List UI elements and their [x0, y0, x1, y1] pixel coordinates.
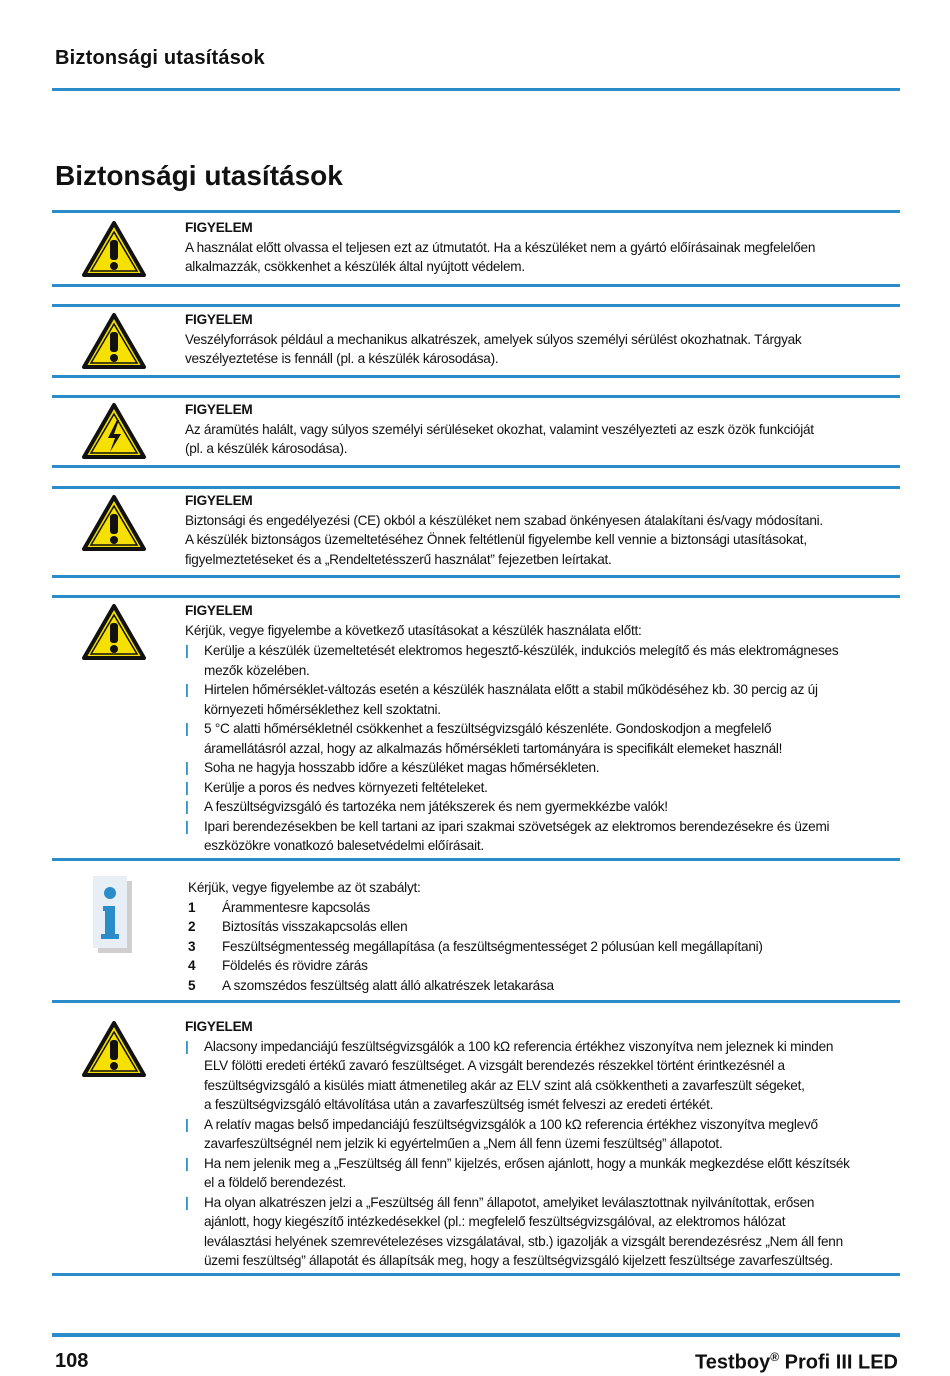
list-item-line: | Kerülje a poros és nedves környezeti feltételeket. [204, 779, 488, 795]
warning-heading: FIGYELEM [185, 312, 253, 327]
list-item [185, 680, 897, 719]
warning-text-line: Az áramütés halált, vagy súlyos személyi sérüléseket okozhat, valamint veszélyezteti az eszk özök funkcióját [185, 421, 814, 437]
rule-row [188, 976, 900, 996]
list-item-line: környezeti hőmérséklethez kell szoktatni. [204, 701, 441, 717]
rule-number: 2 [188, 919, 196, 934]
list-item-line: | A relatív magas belső impedanciájú feszültségvizsgálók a 100 kΩ referencia értékhez viszonyítva meglevő [204, 1116, 818, 1132]
warning-section-4 [55, 490, 900, 576]
model-name: Profi III LED [779, 1351, 898, 1374]
info-section [55, 872, 900, 1000]
warning-section-6 [55, 1016, 900, 1274]
list-item [185, 1193, 897, 1271]
warning-text-line: veszélyeztetése is fennáll (pl. a készülék károsodása). [185, 351, 499, 366]
page-title: Biztonsági utasítások [55, 160, 343, 191]
section-rule [52, 210, 900, 213]
section-rule [52, 465, 900, 468]
rule-text: Árammentesre kapcsolás [222, 899, 370, 915]
section-rule [52, 1273, 900, 1276]
list-item-line: ELV fölötti eredeti értékű zavaró feszültséget. A vizsgált berendezés részekkel történt érintkezésnél a [204, 1058, 785, 1073]
list-item [185, 778, 897, 798]
footer-rule [52, 1333, 900, 1337]
list-item-line: | Ha olyan alkatrészen jelzi a „Feszültség áll fenn” állapotot, amelyiket leválasztottnak nyilvánítottak, erősen [204, 1194, 815, 1210]
list-item-line: | Alacsony impedanciájú feszültségvizsgálók a 100 kΩ referencia értékhez viszonyítva nem jeleznek ki minden [204, 1038, 834, 1054]
section-rule [52, 595, 900, 598]
info-icon [93, 876, 133, 959]
warning-text-line: alkalmazzák, csökkenhet a készülék által nyújtott védelem. [185, 259, 525, 274]
list-item-line: | Hirtelen hőmérséklet-változás esetén a készülék használata előtt a stabil működéséhez kb. 30 percig az új [204, 682, 818, 697]
list-item-line: feszültségvizsgáló a kisülés miatt átmenetileg akár az ELV szint alá csökkentheti a zavarfeszült ségeket, [204, 1077, 805, 1093]
list-item-line: | A feszültségvizsgáló és tartozéka nem játékszerek és nem gyermekkézbe valók! [204, 799, 668, 814]
section-rule [52, 304, 900, 307]
registered-mark: ® [770, 1350, 780, 1364]
list-item-line: leválasztási helyének szemrevételezéses vizsgálatával, stb.) igazolják a vizsgált berendezésrész „Nem áll fenn [204, 1233, 843, 1249]
running-header: Biztonsági utasítások [55, 47, 265, 69]
rule-row [188, 956, 900, 976]
warning-heading: FIGYELEM [185, 220, 253, 235]
list-item-line: mezők közelében. [204, 662, 310, 678]
warning-section-1 [55, 216, 900, 286]
rule-row [188, 937, 900, 957]
rule-number: 1 [188, 899, 196, 915]
section-rule [52, 1000, 900, 1003]
rule-text: A szomszédos feszültség alatt álló alkatrészek letakarása [222, 977, 554, 993]
warning-intro: Kérjük, vegye figyelembe a következő utasításokat a készülék használata előtt: [185, 622, 642, 638]
list-item-line: | Soha ne hagyja hosszabb időre a készüléket magas hőmérsékleten. [204, 760, 600, 775]
warning-exclamation-icon [81, 220, 147, 283]
warning-heading: FIGYELEM [185, 603, 253, 618]
rule-number: 5 [188, 977, 196, 993]
warning-text-line: Biztonsági és engedélyezési (CE) okból a készüléket nem szabad önkényesen átalakítani és/vagy módosítani. [185, 512, 823, 528]
warning-exclamation-icon [81, 312, 147, 375]
list-item-line: el a földelő berendezést. [204, 1175, 346, 1190]
warning-exclamation-icon [81, 494, 147, 557]
list-item-line: | Kerülje a készülék üzemeltetését elektromos hegesztő-készülék, indukciós melegítő és más elektromágneses [204, 643, 839, 658]
list-item [185, 719, 897, 758]
warning-electric-icon [81, 402, 147, 465]
warning-exclamation-icon [81, 603, 147, 666]
list-item-line: üzemi feszültség” állapotát és állapítsák meg, hogy a feszültségvizsgáló kijelzett feszültsége zavarfeszültség. [204, 1253, 833, 1268]
warning-text-line: A készülék biztonságos üzemeltetéséhez Önnek feltétlenül figyelembe kell vennie a biztonsági utasításokat, [185, 532, 807, 547]
list-item [185, 641, 897, 680]
brand-name: Testboy [695, 1351, 771, 1374]
rule-number: 4 [188, 958, 196, 973]
rule-text: Biztosítás visszakapcsolás ellen [222, 919, 408, 934]
list-item [185, 1154, 897, 1193]
section-rule [52, 395, 900, 398]
warning-section-2 [55, 310, 900, 376]
warning-heading: FIGYELEM [185, 1019, 253, 1034]
list-item [185, 758, 897, 778]
header-rule [52, 88, 900, 91]
list-item-line: áramellátásról azzal, hogy az alkalmazás hőmérsékleti tartományára is specifikált elemeket használ! [204, 740, 783, 756]
list-item [185, 1115, 897, 1154]
list-item [185, 1037, 897, 1115]
section-rule [52, 858, 900, 861]
list-item-line: a feszültségvizsgáló eltávolítása után a zavarfeszültség ismét felveszi az eredeti értékét. [204, 1097, 714, 1112]
footer-brand [695, 1350, 898, 1375]
list-item-line: eszközökre vonatkozó balesetvédelmi előírásait. [204, 838, 484, 853]
list-item [185, 797, 897, 817]
warning-section-5 [55, 601, 900, 859]
rule-number: 3 [188, 938, 196, 954]
warning-heading: FIGYELEM [185, 402, 253, 417]
list-item-line: | Ha nem jelenik meg a „Feszültség áll fenn” kijelzés, erősen ajánlott, hogy a munkák megkezdése előtt készítsék [204, 1155, 850, 1171]
rule-text: Földelés és rövidre zárás [222, 958, 368, 973]
section-rule [52, 375, 900, 378]
rule-row [188, 898, 900, 918]
warning-text-line: A használat előtt olvassa el teljesen ezt az útmutatót. Ha a készüléket nem a gyártó előírásainak megfelelően [185, 239, 816, 255]
rule-row [188, 917, 900, 937]
list-item-line: | Ipari berendezésekben be kell tartani az ipari szakmai szövetségek az elektromos berendezésekre és üzemi [204, 818, 830, 834]
section-rule [52, 284, 900, 287]
warning-text-line: (pl. a készülék károsodása). [185, 441, 348, 456]
warning-section-3 [55, 400, 900, 466]
list-item-line: | 5 °C alatti hőmérsékletnél csökkenhet a feszültségvizsgáló készenléte. Gondoskodjon a megfelelő [204, 721, 772, 736]
warning-text-line: figyelmeztetéseket és a „Rendeltetésszerű használat” fejezetben leírtakat. [185, 551, 612, 567]
list-item-line: ajánlott, hogy kiegészítő intézkedésekkel (pl.: megfelelő feszültségvizsgálóval, az elektromos hálózat [204, 1214, 786, 1229]
list-item [185, 817, 897, 856]
section-rule [52, 486, 900, 489]
info-intro: Kérjük, vegye figyelembe az öt szabályt: [188, 880, 421, 895]
warning-exclamation-icon [81, 1020, 147, 1083]
warning-text-line: Veszélyforrások például a mechanikus alkatrészek, amelyek súlyos személyi sérülést okozhatnak. Tárgyak [185, 331, 802, 347]
rule-text: Feszültségmentesség megállapítása (a feszültségmentességet 2 pólusúan kell megállapítani) [222, 938, 763, 954]
section-rule [52, 575, 900, 578]
warning-heading: FIGYELEM [185, 493, 253, 508]
list-item-line: zavarfeszültségnél nem jelzik ki egyértelműen a „Nem áll fenn üzemi feszültség” állapotot. [204, 1136, 723, 1151]
page-number: 108 [55, 1350, 89, 1372]
